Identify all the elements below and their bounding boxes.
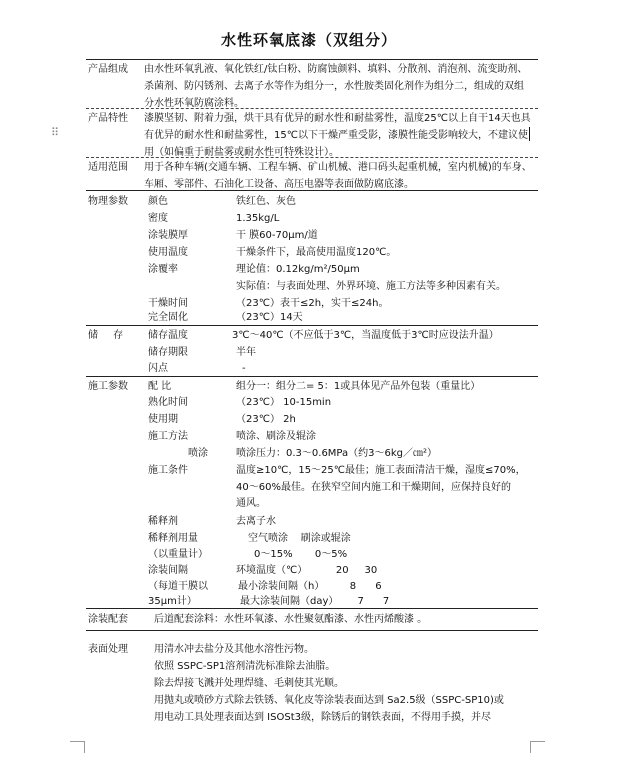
param-key: 干燥时间 xyxy=(148,298,188,309)
param-value: 通风。 xyxy=(236,498,266,509)
surface-line: 除去焊接飞溅并处理焊缝、毛刺使其光顺。 xyxy=(154,678,344,689)
param-key: 施工方法 xyxy=(148,431,188,442)
param-key: 稀释剂用量 xyxy=(148,533,198,544)
page-corner-mark-right xyxy=(530,741,545,753)
param-value: 0～15% 0～5% xyxy=(254,549,348,560)
surface-line: 用电动工具处理表面达到 ISOSt3级，除锈后的钢铁表面，不得用手摸，并尽 xyxy=(154,712,491,723)
features-text: 漆膜坚韧、附着力强，烘干具有优异的耐水性和耐盐雾性，温度25℃以上自干14天也具有优异的耐水性和耐盐雾性，15℃以下干燥严重受影，漆膜性能受影响较大，不建议使用（如偏重于耐盐雾或耐水性可特殊设计）。 xyxy=(144,113,531,158)
param-value: 理论值：0.12kg/m²/50μm xyxy=(236,264,360,275)
storage-label: 储 存 xyxy=(88,330,130,341)
param-key: 熟化时间 xyxy=(148,397,188,408)
param-value: （23℃）14天 xyxy=(236,312,303,323)
param-value: 去离子水 xyxy=(236,516,276,527)
page-corner-mark-left xyxy=(70,741,85,753)
composition-text: 由水性环氧乳液、氧化铁红/钛白粉、防腐蚀颜料、填料、分散剂、消泡剂、流变助剂、杀菌剂、防闪锈剂、去离子水等作为组分一，水性胺类固化剂作为组分二，组成的双组分水性环氧防腐涂料。 xyxy=(144,64,528,109)
param-key: 配 比 xyxy=(148,381,172,392)
param-key: 35μm计） xyxy=(148,596,197,607)
param-key: 使用温度 xyxy=(148,247,188,258)
surface-line: 用抛丸或喷砂方式除去铁锈、氧化皮等涂装表面达到 Sa2.5级（SSPC-SP10)或 xyxy=(154,695,504,706)
param-key: 完全固化 xyxy=(148,312,188,323)
physical-label: 物理参数 xyxy=(88,196,128,207)
param-key: 颜色 xyxy=(148,196,168,207)
param-value: 空气喷涂 刷涂或辊涂 xyxy=(248,533,351,544)
features-label: 产品特性 xyxy=(88,113,128,124)
page-title: 水性环氧底漆（双组分） xyxy=(220,31,397,49)
param-value: 温度≥10℃，15～25℃最佳；施工表面清洁干燥，湿度≤70%， xyxy=(236,465,526,476)
surface-label: 表面处理 xyxy=(88,644,128,655)
param-value: 喷涂压力：0.3～0.6MPa（约3～6kg／㎝²） xyxy=(236,448,438,459)
param-key: 储存期限 xyxy=(148,347,188,358)
scope-text: 用于各种车辆(交通车辆、工程车辆、矿山机械、港口码头起重机械，室内机械)的车身、车厢、零部件、石油化工设备、高压电器等表面做防腐底漆。 xyxy=(144,162,532,190)
scope-label: 适用范围 xyxy=(88,162,128,173)
application-label: 施工参数 xyxy=(88,381,128,392)
param-value: 1.35kg/L xyxy=(236,213,280,224)
composition-label: 产品组成 xyxy=(88,64,128,75)
row-divider xyxy=(86,630,538,631)
param-value: 半年 xyxy=(236,347,256,358)
param-value: 实际值：与表面处理、外界环境、施工方法等多种因素有关。 xyxy=(236,281,506,292)
param-value: - xyxy=(242,363,246,374)
param-value: 喷涂、刷涂及辊涂 xyxy=(236,431,316,442)
matching-label: 涂装配套 xyxy=(88,614,128,625)
text-cursor xyxy=(529,127,530,141)
param-key: 使用期 xyxy=(148,414,178,425)
param-value: 40～60%最佳。在狭窄空间内施工和干燥期间，应保持良好的 xyxy=(236,482,511,493)
param-value: 干 膜60-70μm/道 xyxy=(236,230,318,241)
surface-line: 依照 SSPC-SP1溶剂清洗标准除去油脂。 xyxy=(154,661,336,672)
matching-text: 后道配套涂料：水性环氧漆、水性聚氨酯漆、水性丙烯酸漆 。 xyxy=(154,614,428,625)
surface-line: 用清水冲去盐分及其他水溶性污物。 xyxy=(154,644,314,655)
param-key: （每道干膜以 xyxy=(148,581,208,592)
param-key: 闪点 xyxy=(148,363,168,374)
param-key: 喷涂 xyxy=(188,448,208,459)
param-value: 最大涂装间隔（day） 7 7 xyxy=(240,596,390,607)
param-key: 涂装膜厚 xyxy=(148,230,188,241)
param-key: 储存温度 xyxy=(148,330,188,341)
drag-handle-icon[interactable]: ⠿ xyxy=(51,126,61,139)
param-key: （以重量计） xyxy=(148,549,208,560)
param-value: 组分一：组分二= 5：1或具体见产品外包装（重量比） xyxy=(236,381,481,392)
param-value: 最小涂装间隔（h） 8 6 xyxy=(238,581,382,592)
param-value: （23℃） 2h xyxy=(236,414,296,425)
param-key: 施工条件 xyxy=(148,465,188,476)
param-key: 涂覆率 xyxy=(148,264,178,275)
param-key: 密度 xyxy=(148,213,168,224)
param-value: 3℃～40℃（不应低于3℃，当温度低于3℃时应设法升温） xyxy=(232,330,499,341)
param-value: 干燥条件下，最高使用温度120℃。 xyxy=(236,247,397,258)
param-value: （23℃）表干≤2h，实干≤24h。 xyxy=(236,298,389,309)
param-value: 铁红色、灰色 xyxy=(236,196,296,207)
param-value: （23℃） 10-15min xyxy=(236,397,332,408)
param-value: 环境温度（℃） 20 30 xyxy=(236,565,378,576)
param-key: 涂装间隔 xyxy=(148,565,188,576)
table-top-border xyxy=(86,59,538,60)
param-key: 稀释剂 xyxy=(148,516,178,527)
